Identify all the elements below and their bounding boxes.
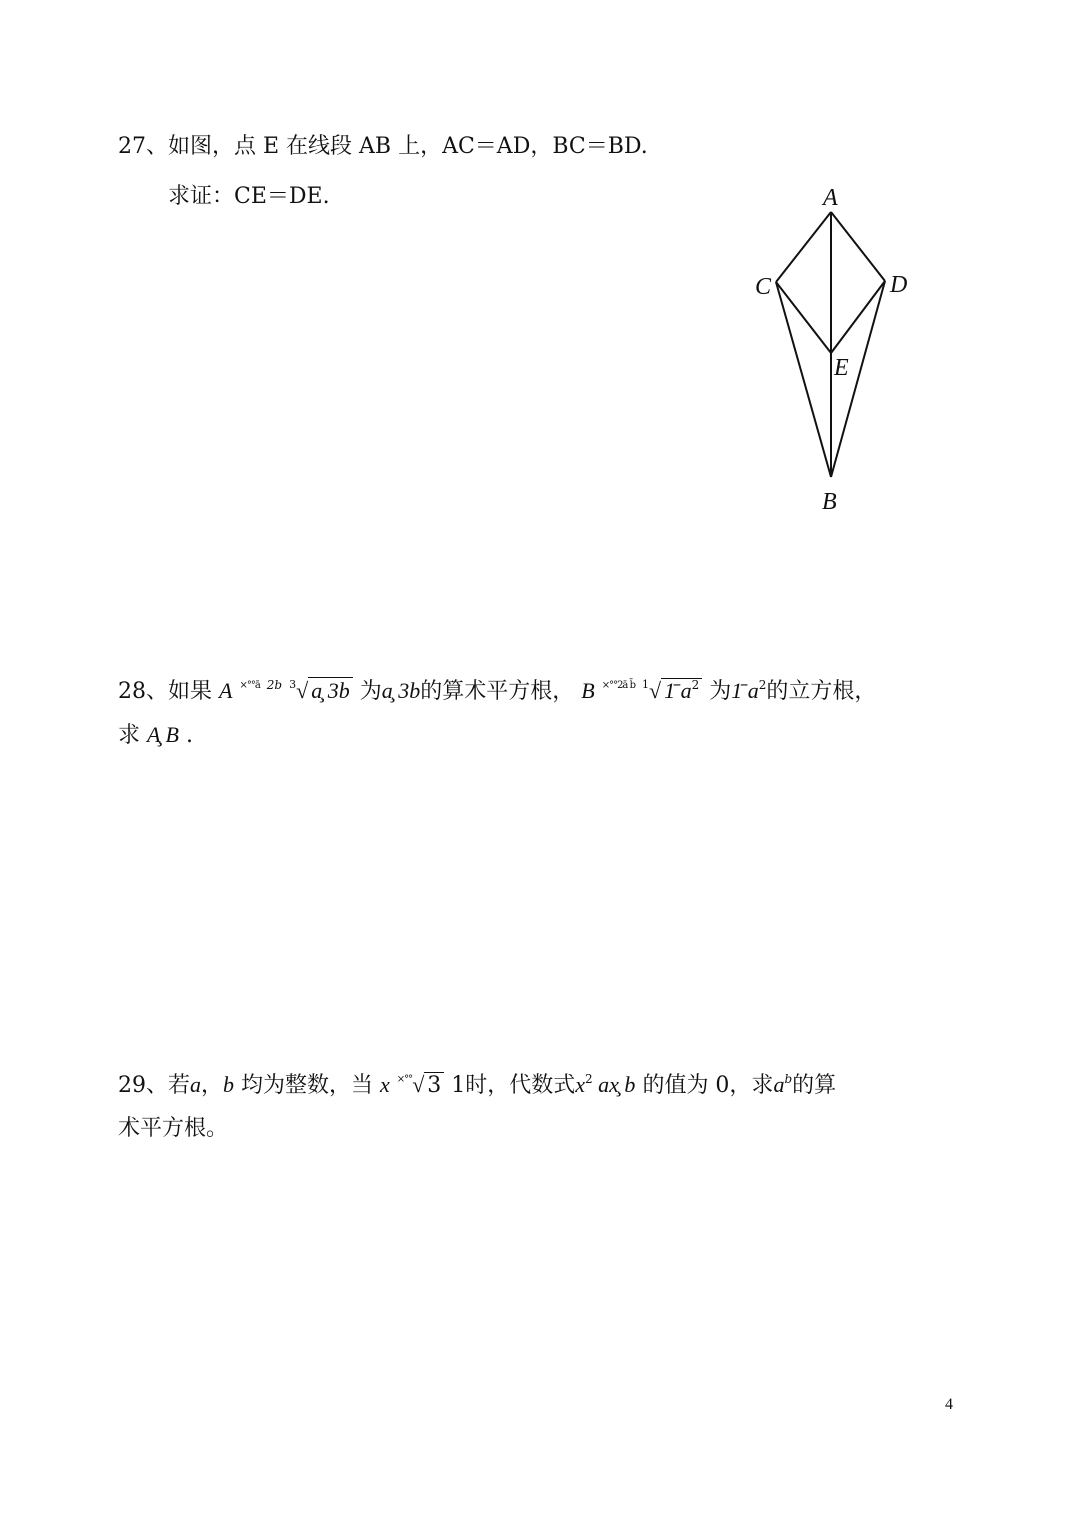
- label-D: D: [890, 272, 908, 298]
- q29-text-4: 的算: [792, 1073, 837, 1098]
- q29-x2-exponent: 2: [585, 1072, 593, 1086]
- q28-line2: [118, 720, 193, 751]
- q28-expr-2-exp: 2: [758, 678, 767, 692]
- q29-var-x: x: [380, 1072, 390, 1097]
- radical-icon: √: [296, 678, 309, 703]
- q28-expr-2: 1̄ a: [731, 678, 759, 703]
- q28-root-index-1: 3: [289, 678, 297, 691]
- q28-garbled-symbol-2: ×°°2ā b̄: [601, 680, 635, 691]
- q29-expression: ax̧ b: [592, 1072, 636, 1097]
- segment-AD: [831, 212, 885, 281]
- q28-line2-suffix: .: [186, 723, 193, 748]
- segment-AC: [776, 212, 831, 282]
- q28-var-B: B: [581, 678, 595, 703]
- q29-text-1: 均为整数，当: [241, 1073, 374, 1098]
- label-B: B: [822, 489, 837, 515]
- q28-line2-expr: A̧ B: [147, 722, 179, 747]
- q28-root-index-2: 1: [641, 678, 649, 691]
- q28-expr-1: a̧ 3b: [381, 678, 421, 703]
- q28-line2-prefix: 求: [118, 723, 141, 748]
- q29-line1: [118, 1064, 836, 1101]
- q29-ab-exponent: b: [784, 1072, 793, 1086]
- q28-mid-3: 为: [709, 679, 732, 704]
- q29-prefix: 29、若: [118, 1073, 190, 1098]
- q29-text-3: 的值为 0，求: [642, 1073, 774, 1098]
- radical-icon: √: [412, 1072, 425, 1097]
- label-A: A: [823, 185, 838, 211]
- q29-garbled-symbol: ×°°: [396, 1074, 413, 1085]
- q28-radicand-1: a̧ 3b: [308, 677, 353, 703]
- q28-garbled-symbol-1: ×°°ā: [239, 680, 260, 691]
- q28-var-A: A: [219, 678, 233, 703]
- label-C: C: [755, 274, 772, 300]
- page-number: 4: [945, 1396, 953, 1413]
- segment-CB: [776, 282, 831, 477]
- q28-line1: [118, 670, 876, 707]
- q28-radicand-2: 1̄ a: [664, 678, 692, 703]
- label-E: E: [834, 355, 849, 381]
- q29-var-b: b: [223, 1072, 235, 1097]
- segment-DE: [831, 281, 885, 353]
- geometry-figure: [740, 175, 940, 520]
- q28-exponent-1: 2b: [266, 678, 283, 692]
- q28-mid-2: 的算术平方根，: [420, 679, 575, 704]
- q29-sqrt-radicand: 3: [424, 1072, 444, 1098]
- q29-var-ab: a: [773, 1072, 785, 1097]
- radical-icon: √: [648, 678, 662, 703]
- q27-line2: 求证：CE＝DE.: [168, 184, 330, 209]
- q28-suffix: 的立方根，: [766, 679, 877, 704]
- q27-line1: 27、如图，点 E 在线段 AB 上，AC＝AD，BC＝BD.: [118, 134, 648, 159]
- q28-mid-1: 为: [359, 679, 382, 704]
- q29-var-x2: x: [575, 1072, 586, 1097]
- q29-text-2: 1时，代数式: [451, 1073, 576, 1098]
- segment-CE: [776, 282, 831, 353]
- q29-line2: 术平方根。: [118, 1116, 229, 1141]
- q29-comma: ，: [201, 1073, 224, 1098]
- q29-var-a: a: [190, 1072, 201, 1097]
- q28-prefix: 28、如果: [118, 679, 212, 704]
- q28-radicand-2-exp: 2: [691, 678, 700, 692]
